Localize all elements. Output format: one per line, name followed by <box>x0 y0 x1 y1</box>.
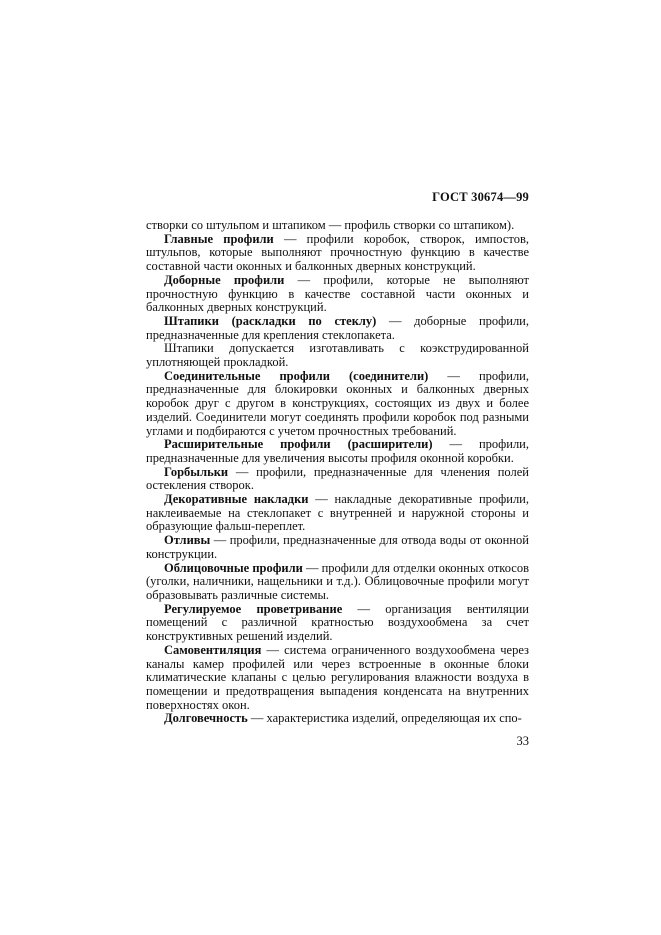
definition-body: — доборные профили, предназначенные для крепления стеклопакета. <box>146 313 529 342</box>
definition-paragraph <box>146 562 529 603</box>
definition-term: Отливы <box>164 533 214 548</box>
definition-body: — профили, предназначенные для членения полей остекления створок. <box>146 464 529 493</box>
definition-body: Штапики допускается изготавливать с коэкструдированной уплотняющей прокладкой. <box>146 341 529 370</box>
definition-body: створки со штульпом и штапиком — профиль створки со штапиком). <box>146 218 515 232</box>
definition-body: — организация вентиляции помещений с различной кратностью воздухообмена за счет конструктивных решений изделий. <box>146 601 529 644</box>
definition-paragraph <box>146 438 529 465</box>
definition-paragraph <box>146 603 529 644</box>
definition-paragraph <box>146 342 529 369</box>
definition-body: — профили, которые не выполняют прочностную функцию в качестве составной части оконных и балконных дверных конструкций. <box>146 272 529 315</box>
definition-body: — профили, предназначенные для блокировки оконных и балконных дверных коробок друг с другом в конструкциях, состоящих из двух и более изделий. Соединители могут соединять профили коробок под разными углами и подбираются с учетом прочностных требований. <box>146 368 529 438</box>
definition-paragraph <box>146 644 529 713</box>
definition-body: — система ограниченного воздухообмена через каналы камер профилей или через встроенные в оконные блоки климатические клапаны с целью регулирования влажности воздуха в помещении и предотвращения выпадения конденсата на внутренних поверхностях окон. <box>146 642 529 712</box>
definition-paragraph <box>146 274 529 315</box>
standard-code-header: ГОСТ 30674—99 <box>432 190 529 204</box>
definition-paragraph <box>146 466 529 493</box>
definition-body: — профили, предназначенные для увеличения высоты профиля оконной коробки. <box>146 437 529 465</box>
definition-term: Штапики (раскладки по стеклу) <box>164 313 390 328</box>
definition-term: Главные профили <box>164 231 284 246</box>
definition-term: Декоративные накладки <box>164 492 316 507</box>
definition-term: Горбыльки <box>164 464 236 479</box>
definition-paragraph <box>146 370 529 439</box>
definition-body: — профили для отделки оконных откосов (уголки, наличники, нащельники и т.д.). Облицовочные профили могут образовывать различные системы. <box>146 560 529 602</box>
definition-term: Расширительные профили (расширители) <box>164 437 450 452</box>
definition-paragraph <box>146 493 529 534</box>
document-page <box>146 190 529 748</box>
definition-term: Долговечность <box>164 711 251 726</box>
page-number: 33 <box>516 734 529 749</box>
definition-body: — характеристика изделий, определяющая их спо- <box>250 711 522 726</box>
terms-definitions-text <box>146 219 529 726</box>
definition-body: — накладные декоративные профили, наклеиваемые на стеклопакет с внутренней и наружной стороны и образующие фальш-переплет. <box>146 492 529 534</box>
definition-paragraph <box>146 534 529 561</box>
definition-term: Облицовочные профили <box>164 560 306 575</box>
definition-body: — профили коробок, створок, импостов, штульпов, которые выполняют прочностную функцию в качестве составной части оконных и балконных дверных конструкций. <box>146 231 529 274</box>
definition-body: — профили, предназначенные для отвода воды от оконной конструкции. <box>146 533 529 561</box>
definition-paragraph <box>146 233 529 274</box>
definition-term: Доборные профили <box>164 272 298 287</box>
definition-term: Регулируемое проветривание <box>164 601 358 616</box>
definition-paragraph <box>146 712 529 726</box>
definition-term: Соединительные профили (соединители) <box>164 368 448 383</box>
definition-paragraph <box>146 315 529 342</box>
definition-paragraph <box>146 219 529 233</box>
definition-term: Самовентиляция <box>164 642 267 657</box>
